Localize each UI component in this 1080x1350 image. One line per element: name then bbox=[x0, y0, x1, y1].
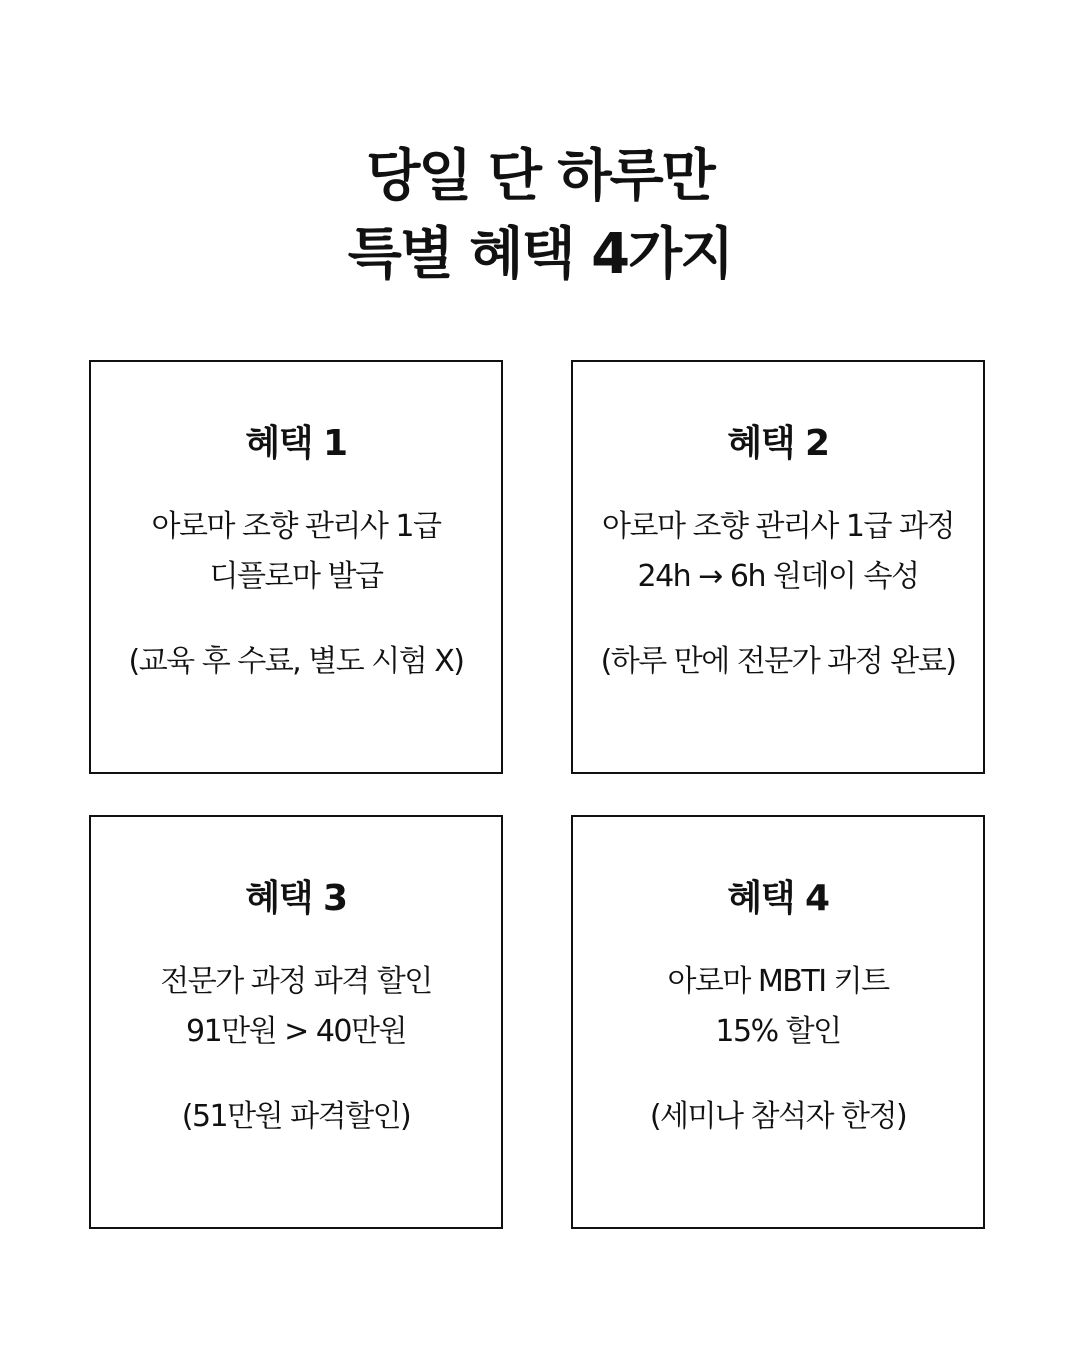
headline bbox=[0, 138, 1080, 294]
benefit-description-line-1: 아로마 MBTI 키트 bbox=[667, 964, 889, 999]
benefit-description-line-1: 아로마 조향 관리사 1급 bbox=[151, 509, 441, 544]
benefit-card-4 bbox=[571, 815, 985, 1229]
benefit-description-line-2: 24h → 6h 원데이 속성 bbox=[637, 559, 919, 594]
benefit-card-1 bbox=[89, 360, 503, 774]
benefit-note: (교육 후 수료, 별도 시험 X) bbox=[128, 644, 464, 679]
benefit-note: (하루 만에 전문가 과정 완료) bbox=[600, 644, 956, 679]
benefit-card-2 bbox=[571, 360, 985, 774]
benefit-note: (51만원 파격할인) bbox=[181, 1099, 411, 1134]
benefit-card-3 bbox=[89, 815, 503, 1229]
benefit-title: 혜택 2 bbox=[727, 423, 829, 464]
headline-line-2: 특별 혜택 4가지 bbox=[347, 222, 733, 287]
headline-line-1: 당일 단 하루만 bbox=[366, 144, 714, 209]
benefit-title: 혜택 3 bbox=[245, 878, 347, 919]
benefit-description-line-2: 91만원 > 40만원 bbox=[186, 1014, 406, 1049]
benefit-note: (세미나 참석자 한정) bbox=[649, 1099, 907, 1134]
benefit-description-line-2: 디플로마 발급 bbox=[209, 559, 383, 594]
benefit-description-line-1: 전문가 과정 파격 할인 bbox=[160, 964, 432, 999]
benefit-title: 혜택 4 bbox=[727, 878, 829, 919]
benefit-description-line-2: 15% 할인 bbox=[715, 1014, 841, 1049]
benefit-description-line-1: 아로마 조향 관리사 1급 과정 bbox=[601, 509, 954, 544]
benefit-title: 혜택 1 bbox=[245, 423, 347, 464]
